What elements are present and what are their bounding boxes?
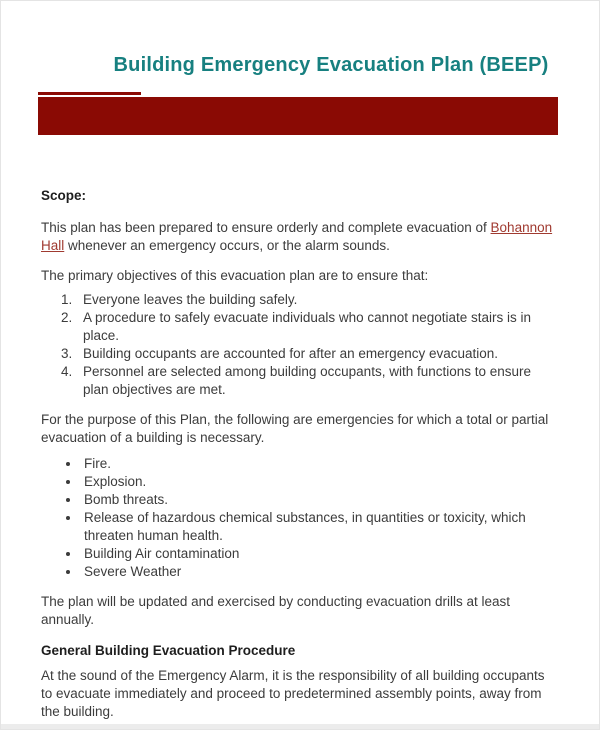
document-title: Building Emergency Evacuation Plan (BEEP) (113, 54, 549, 76)
update-paragraph: The plan will be updated and exercised by conducting evacuation drills at least annually. (41, 594, 511, 627)
red-banner (38, 97, 558, 135)
objectives-list-item: 3. Building occupants are accounted for after an emergency evacuation. (76, 345, 557, 363)
intro-text-before-link: This plan has been prepared to ensure orderly and complete evacuation of (41, 220, 491, 235)
emergencies-list-item: • Building Air contamination (81, 545, 557, 563)
intro-text-after-link: whenever an emergency occurs, or the alarm sounds. (64, 238, 390, 253)
procedure-heading: General Building Evacuation Procedure (41, 643, 296, 658)
emergencies-list-item: • Fire. (81, 455, 557, 473)
emergencies-list-item: • Release of hazardous chemical substances, in quantities or toxicity, which threaten human health. (81, 509, 557, 545)
page-bottom-strip (1, 724, 599, 729)
objectives-list-item: 4. Personnel are selected among building occupants, with functions to ensure plan objectives are met. (76, 363, 557, 399)
banner-top-line (38, 92, 141, 95)
bohannon-hall-link[interactable]: Bohannon Hall (41, 220, 553, 253)
document-content (1, 1, 599, 721)
objectives-intro-paragraph: The primary objectives of this evacuation plan are to ensure that: (41, 268, 429, 283)
scope-heading: Scope: (41, 188, 87, 203)
objectives-list (41, 291, 557, 399)
objectives-list-item: 2. A procedure to safely evacuate individuals who cannot negotiate stairs is in place. (76, 309, 557, 345)
intro-paragraph (41, 219, 557, 255)
emergencies-list-item: • Bomb threats. (81, 491, 557, 509)
emergencies-list-item: • Explosion. (81, 473, 557, 491)
emergencies-list-item: • Severe Weather (81, 563, 557, 581)
procedure-paragraph: At the sound of the Emergency Alarm, it is the responsibility of all building occupants to evacuate immediately and proceed to predetermined assembly points, away from the building. (41, 668, 545, 719)
purpose-paragraph: For the purpose of this Plan, the following are emergencies for which a total or partial evacuation of a building is necessary. (41, 412, 549, 445)
objectives-list-item: 1. Everyone leaves the building safely. (76, 291, 557, 309)
emergencies-list (41, 455, 557, 581)
